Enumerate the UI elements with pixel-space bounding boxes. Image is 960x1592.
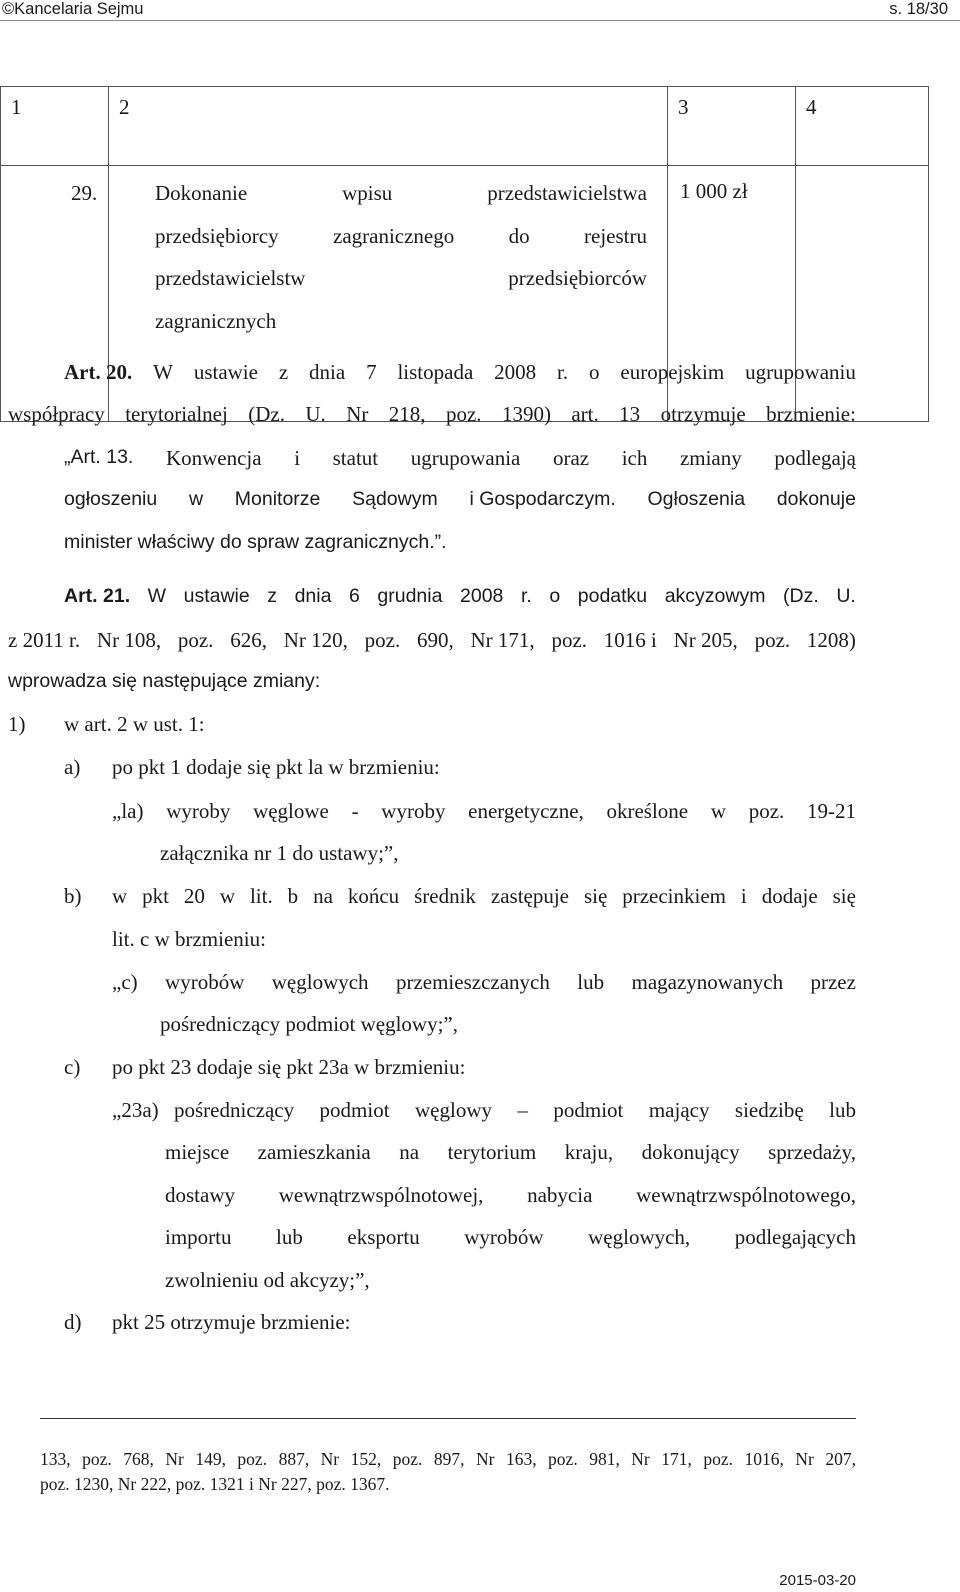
article-heading: Art. 21. [64, 585, 131, 607]
word: eksportu [347, 1225, 420, 1249]
word: Nr 171, [470, 628, 535, 652]
word: wyrobów [165, 970, 245, 994]
word: dostawy [165, 1183, 235, 1207]
art20-line-1 [64, 362, 856, 383]
word: w [219, 884, 235, 908]
word: U. [305, 402, 326, 426]
table-header-row [1, 87, 929, 166]
word: z [267, 585, 278, 607]
word: poz. [237, 1449, 268, 1469]
column-3-header: 3 [668, 87, 796, 166]
item-c-quote-line-3 [165, 1185, 856, 1206]
row-number: 29. [71, 181, 98, 205]
art20-line-2 [8, 404, 856, 425]
footnote-line-2: poz. 1230, Nr 222, poz. 1321 i Nr 227, poz. 1367. [40, 1474, 390, 1494]
word: 7 [366, 360, 377, 384]
word: sprzedaży, [768, 1140, 856, 1164]
word: lub [276, 1225, 303, 1249]
word: zastępuje [490, 884, 569, 908]
word: r. [520, 585, 532, 607]
word: W [153, 360, 173, 384]
word: przemieszczanych [395, 970, 550, 994]
quote-line-2 [64, 490, 856, 510]
item-d-text: pkt 25 otrzymuje brzmienie: [112, 1310, 351, 1334]
word: Dokonanie [155, 181, 248, 205]
word: (Dz. [248, 402, 285, 426]
word: lub [577, 970, 605, 994]
word: podmiot [553, 1098, 624, 1122]
word: poz. [548, 1449, 578, 1469]
word: poz. [177, 628, 214, 652]
word: 207, [825, 1449, 856, 1469]
word: podatku [577, 585, 648, 607]
word: podlegających [734, 1225, 856, 1249]
word: statut [332, 446, 379, 470]
column-2-header: 2 [109, 87, 668, 166]
item-c-quote-line-5: zwolnieniu od akcyzy;”, [165, 1268, 370, 1292]
word: w [188, 488, 204, 510]
article-heading: Art. 20. [64, 360, 133, 384]
word: węglowych, [588, 1225, 691, 1249]
word: importu [165, 1225, 232, 1249]
list-item-1-text: w art. 2 w ust. 1: [64, 712, 205, 736]
word: poz. [551, 628, 588, 652]
word: akcyzowym [664, 585, 766, 607]
word: – [517, 1098, 528, 1122]
footnote-divider [40, 1418, 856, 1419]
quote-line-3: minister właściwy do spraw zagranicznych.”. [64, 531, 447, 553]
word: (Dz. [783, 585, 819, 607]
word: ustawie [193, 360, 258, 384]
description-line [155, 172, 647, 215]
word: oraz [552, 446, 590, 470]
word: Monitorze [234, 488, 321, 510]
word: 1390) [501, 402, 551, 426]
item-c-quote-line-2 [165, 1142, 856, 1163]
item-c-quote-line-4 [165, 1227, 856, 1248]
word: rejestru [584, 223, 647, 248]
word: na [313, 884, 333, 908]
word: zamieszkania [257, 1140, 371, 1164]
word: energetyczne, [468, 799, 584, 823]
header-divider [0, 20, 960, 21]
word: w [710, 799, 727, 823]
word: Nr 120, [283, 628, 348, 652]
word: 6 [349, 585, 360, 607]
word: art. [571, 402, 599, 426]
item-c-quote-label: „23a) [112, 1098, 159, 1122]
word: poz. [82, 1449, 112, 1469]
quote-line-1 [64, 448, 856, 469]
word: 163, [505, 1449, 537, 1469]
word: 218, [388, 402, 426, 426]
word: poz. [703, 1449, 734, 1469]
word: Nr [165, 1449, 184, 1469]
table-cell-fee: 1 000 zł [668, 166, 796, 422]
word: poz. [445, 402, 482, 426]
word: Nr [795, 1449, 814, 1469]
word: „la) [112, 799, 144, 823]
word: mający [648, 1098, 710, 1122]
word: końcu [347, 884, 400, 908]
column-4-header: 4 [796, 87, 929, 166]
item-b-quote-line-1 [112, 972, 856, 993]
word: „c) [112, 970, 138, 994]
word: się [832, 884, 856, 908]
word: wyroby [166, 799, 231, 823]
word: ogłoszeniu [64, 488, 158, 510]
word: dodaje [761, 884, 818, 908]
word: 981, [589, 1449, 620, 1469]
word: 626, [230, 628, 267, 652]
word: Sądowym [352, 488, 438, 510]
item-c-label: c) [64, 1055, 81, 1079]
word: węglowe [253, 799, 329, 823]
word: z [278, 360, 289, 384]
word: o [549, 585, 561, 607]
word: zmiany [679, 446, 742, 470]
word: siedzibę [734, 1098, 804, 1122]
word: poz. [364, 628, 401, 652]
word: europejskim [620, 360, 725, 384]
word: dokonuje [776, 488, 856, 510]
word: Konwencja [165, 446, 262, 470]
word: lub [829, 1098, 856, 1122]
item-a-text: po pkt 1 dodaje się pkt la w brzmieniu: [112, 755, 440, 779]
word: ustawie [183, 585, 250, 607]
word: Nr [631, 1449, 650, 1469]
header-source: ©Kancelaria Sejmu [2, 0, 144, 18]
word: 2008 [494, 360, 537, 384]
word: 19-21 [807, 799, 856, 823]
word: średnik [414, 884, 476, 908]
word: kraju, [564, 1140, 614, 1164]
word: 1208) [806, 628, 856, 652]
description-line: zagranicznych [155, 308, 277, 333]
item-b-line-2: lit. c w brzmieniu: [112, 927, 266, 951]
word: 1016, [744, 1449, 784, 1469]
word: terytorialnej [125, 402, 228, 426]
item-b-label: b) [64, 884, 82, 908]
word: wewnątrzwspólnotowego, [636, 1183, 856, 1207]
item-c-text: po pkt 23 dodaje się pkt 23a w brzmieniu: [112, 1055, 466, 1079]
word: przedsiębiorcy [155, 223, 279, 248]
description-line [155, 257, 647, 300]
word: węglowy [415, 1098, 492, 1122]
word: do [508, 223, 530, 248]
word: ich [621, 446, 648, 470]
word: przecinkiem [622, 884, 726, 908]
word: pośredniczący [174, 1098, 295, 1122]
word: grudnia [377, 585, 443, 607]
word: zagranicznego [333, 223, 455, 248]
column-1-header: 1 [1, 87, 109, 166]
list-item-1-number: 1) [8, 712, 26, 736]
word: wewnątrzwspólnotowej, [278, 1183, 484, 1207]
word: przedstawicielstw [155, 266, 306, 290]
word: r. [557, 360, 569, 384]
word: poz. [754, 628, 791, 652]
word: 897, [433, 1449, 465, 1469]
word: się [583, 884, 608, 908]
word: ugrupowania [410, 446, 521, 470]
word: otrzymuje [660, 402, 746, 426]
word: wyrobów [464, 1225, 544, 1249]
word: dnia [309, 360, 346, 384]
art21-line-1 [64, 587, 856, 607]
word: 768, [123, 1449, 154, 1469]
word: nabycia [527, 1183, 593, 1207]
word: Nr [320, 1449, 340, 1469]
word: lit. [249, 884, 273, 908]
word: wyroby [381, 799, 446, 823]
art21-line-3: wprowadza się następujące zmiany: [8, 670, 321, 692]
word: magazynowanych [631, 970, 784, 994]
word: w [112, 884, 128, 908]
word: na [399, 1140, 420, 1164]
word: listopada [397, 360, 474, 384]
word: ugrupowaniu [745, 360, 856, 384]
word: określone [606, 799, 689, 823]
word: poz. [748, 799, 785, 823]
word: przedsiębiorców [508, 266, 647, 290]
word: poz. [392, 1449, 423, 1469]
word: podlegają [774, 446, 856, 470]
footnote-line-1 [40, 1449, 856, 1470]
word: i Gospodarczym. [469, 488, 616, 510]
word: przedstawicielstwa [487, 181, 647, 205]
word: węglowych [271, 970, 369, 994]
word: i [294, 446, 301, 470]
word: W [147, 585, 167, 607]
item-b-quote-line-2: pośredniczący podmiot węglowy;”, [160, 1012, 458, 1036]
word: U. [836, 585, 856, 607]
word: 690, [416, 628, 454, 652]
word: 152, [350, 1449, 382, 1469]
word: dokonujący [641, 1140, 740, 1164]
word: 887, [278, 1449, 310, 1469]
item-d-label: d) [64, 1310, 82, 1334]
word: 1016 i [603, 628, 657, 652]
word: z 2011 r. [8, 628, 81, 652]
item-b-line-1 [112, 886, 856, 907]
art21-line-2 [8, 630, 856, 651]
word: podmiot [319, 1098, 390, 1122]
word: współpracy [8, 402, 105, 426]
word: 149, [195, 1449, 226, 1469]
item-a-quote-line-1 [112, 801, 856, 822]
word: Nr [475, 1449, 495, 1469]
item-a-label: a) [64, 755, 81, 779]
word: Nr [346, 402, 369, 426]
word: wpisu [342, 181, 393, 205]
word: i [740, 884, 747, 908]
word: o [589, 360, 600, 384]
quote-heading: „Art. 13. [64, 446, 134, 468]
word: przez [810, 970, 856, 994]
word: - [351, 799, 359, 823]
word: pkt [142, 884, 169, 908]
description-line [155, 215, 647, 258]
word: Nr 108, [96, 628, 162, 652]
word: 2008 [460, 585, 504, 607]
item-c-quote-line-1 [174, 1100, 856, 1121]
word: miejsce [165, 1140, 230, 1164]
footer-date: 2015-03-20 [779, 1572, 856, 1589]
item-a-quote-line-2: załącznika nr 1 do ustawy;”, [160, 841, 399, 865]
word: 13 [619, 402, 641, 426]
word: Ogłoszenia [647, 488, 746, 510]
word: dnia [294, 585, 332, 607]
word: brzmienie: [766, 402, 856, 426]
word: Nr 205, [673, 628, 738, 652]
word: 20 [183, 884, 205, 908]
header-page-number: s. 18/30 [889, 0, 948, 18]
word: b [287, 884, 299, 908]
word: terytorium [447, 1140, 537, 1164]
word: 171, [661, 1449, 692, 1469]
word: 133, [40, 1449, 71, 1469]
